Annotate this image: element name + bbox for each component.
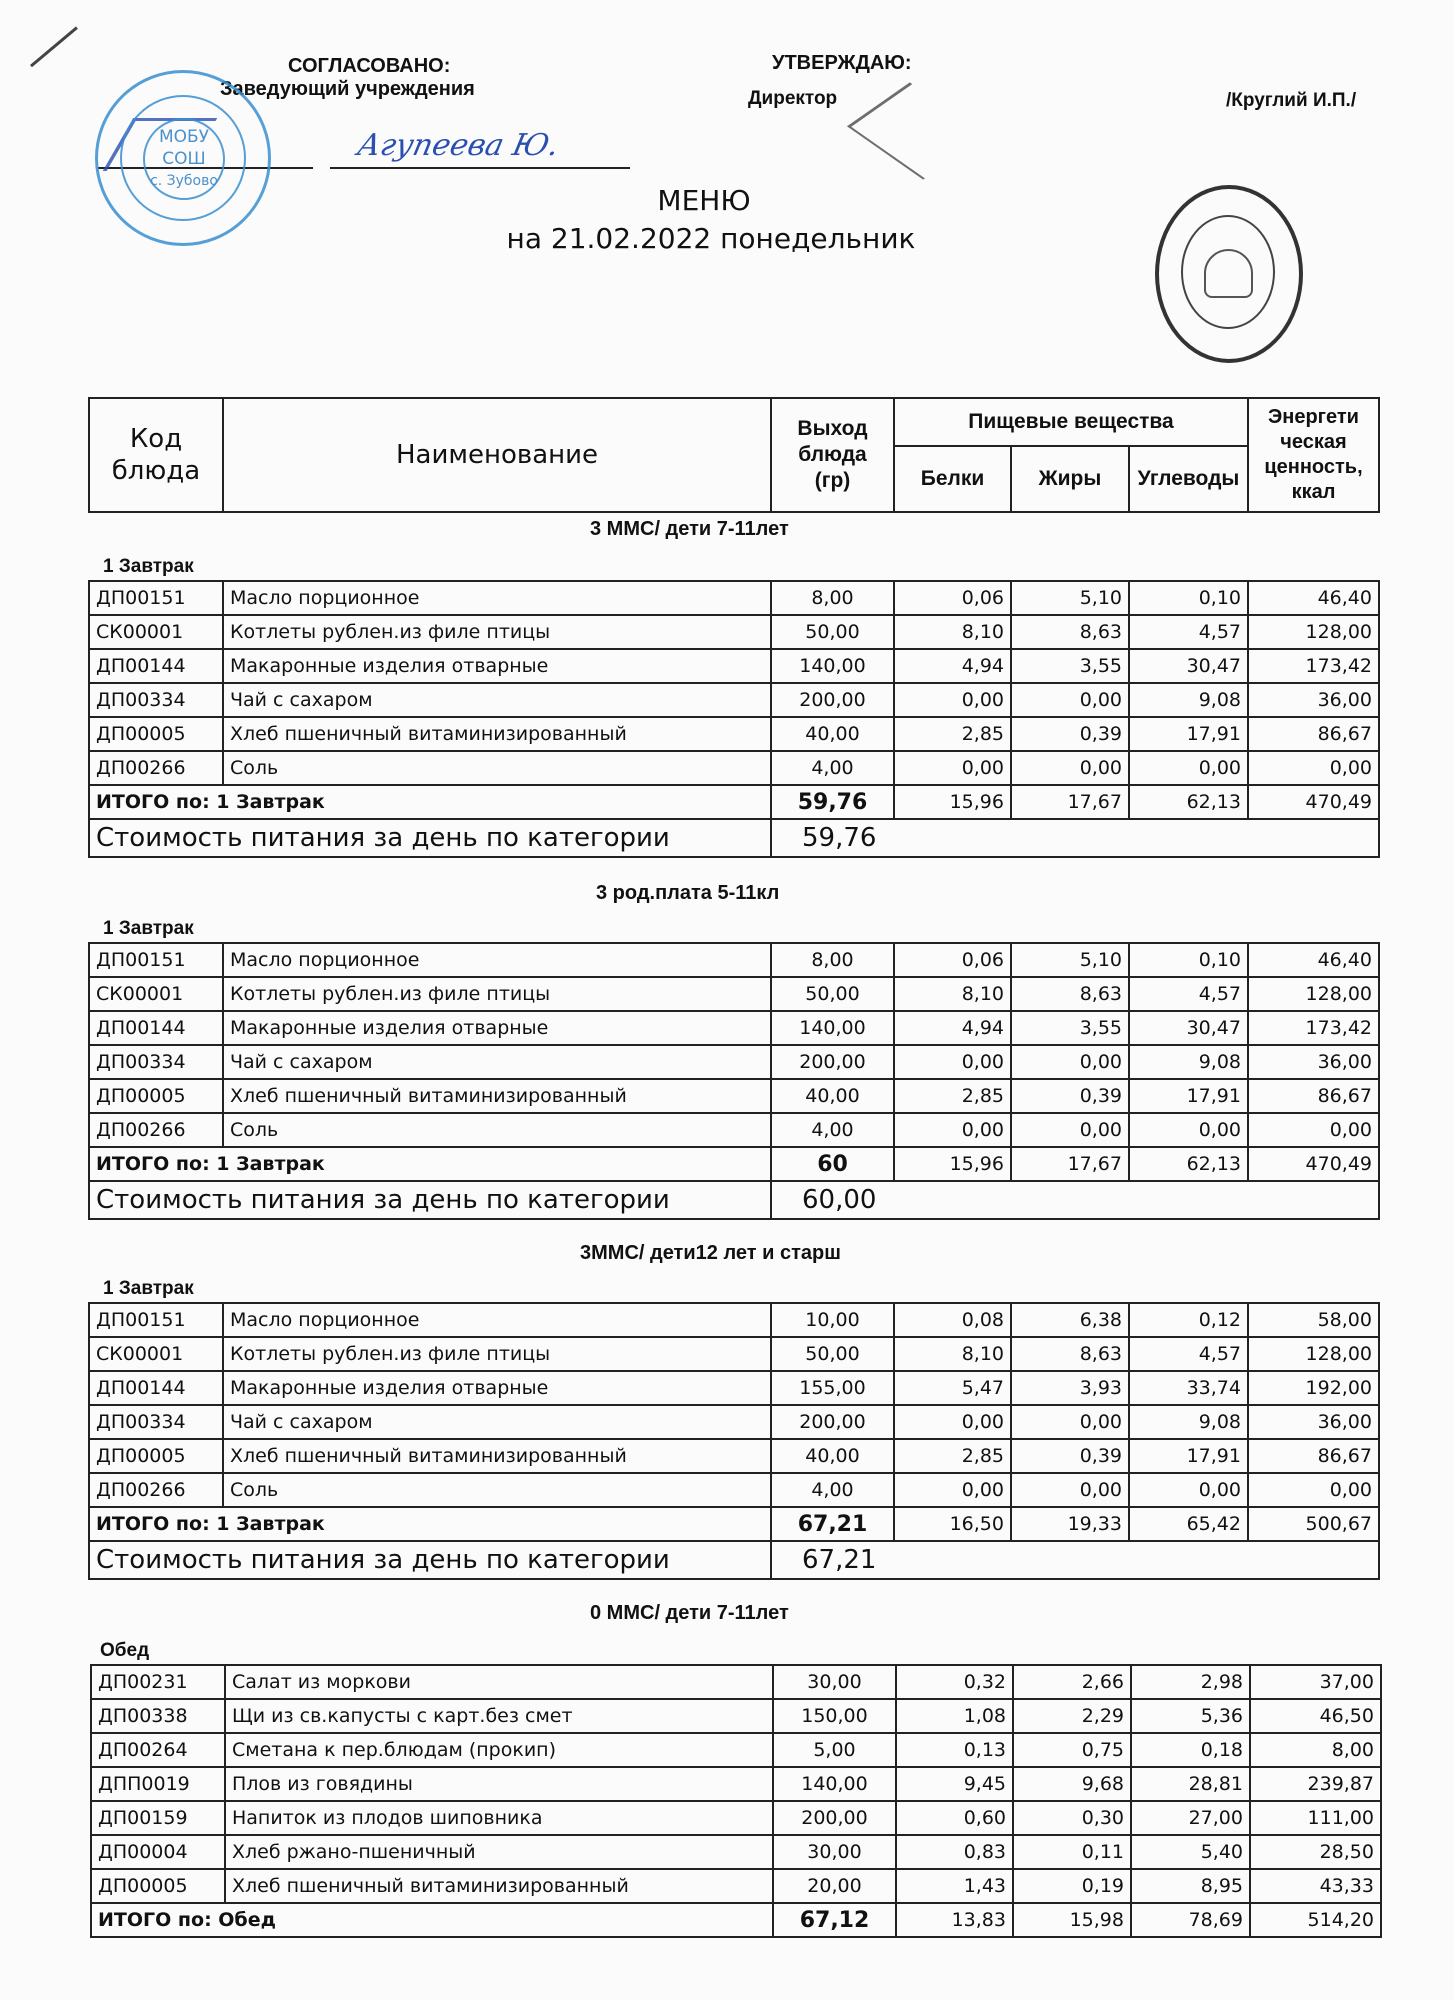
section-rows [91,1665,1381,1937]
section-rows [89,1303,1379,1579]
dish-name: Напиток из плодов шиповника [225,1801,773,1835]
total-protein: 15,96 [894,1147,1011,1181]
section-rows [89,943,1379,1219]
dish-kcal: 36,00 [1248,1045,1379,1079]
dish-carbs: 0,00 [1129,1473,1248,1507]
dish-fat: 2,66 [1013,1665,1131,1699]
dish-output: 140,00 [773,1767,896,1801]
section-title: 3 ММС/ дети 7-11лет [590,518,789,540]
total-row [91,1903,1381,1937]
cost-row [89,1181,1379,1219]
total-row [89,1507,1379,1541]
dish-code: СК00001 [89,615,223,649]
dish-output: 5,00 [773,1733,896,1767]
dish-carbs: 0,00 [1129,1113,1248,1147]
dish-output: 8,00 [771,581,894,615]
section-title: 0 ММС/ дети 7-11лет [590,1602,789,1624]
dish-fat: 0,00 [1011,683,1129,717]
dish-code: ДП00144 [89,649,223,683]
dish-kcal: 0,00 [1248,1473,1379,1507]
total-output: 67,12 [773,1903,896,1937]
col-header-nutrients: Пищевые вещества [894,398,1248,446]
dish-name: Масло порционное [223,943,771,977]
dish-fat: 0,00 [1011,1045,1129,1079]
approved-role: Заведующий учреждения [220,78,475,100]
dish-protein: 0,00 [894,1113,1011,1147]
dish-code: ДП00004 [91,1835,225,1869]
table-row [89,649,1379,683]
dish-code: ДП00264 [91,1733,225,1767]
dish-carbs: 28,81 [1131,1767,1250,1801]
dish-fat: 3,55 [1011,649,1129,683]
dish-fat: 8,63 [1011,615,1129,649]
section-title: 3 род.плата 5-11кл [596,882,780,904]
dish-carbs: 9,08 [1129,1405,1248,1439]
dish-fat: 0,39 [1011,717,1129,751]
coat-of-arms-icon [1204,249,1253,298]
table-row [91,1835,1381,1869]
dish-carbs: 33,74 [1129,1371,1248,1405]
dish-protein: 8,10 [894,977,1011,1011]
dish-kcal: 46,40 [1248,581,1379,615]
table-row [89,1337,1379,1371]
total-carbs: 78,69 [1131,1903,1250,1937]
dish-protein: 0,06 [894,943,1011,977]
total-protein: 15,96 [894,785,1011,819]
total-output: 59,76 [771,785,894,819]
total-label: ИТОГО по: 1 Завтрак [89,1507,771,1541]
dish-kcal: 86,67 [1248,1439,1379,1473]
page-subtitle: на 21.02.2022 понедельник [506,222,916,255]
dish-kcal: 46,50 [1250,1699,1381,1733]
dish-protein: 1,43 [896,1869,1013,1903]
dish-protein: 0,00 [894,1045,1011,1079]
dish-output: 4,00 [771,751,894,785]
dish-protein: 0,83 [896,1835,1013,1869]
dish-carbs: 8,95 [1131,1869,1250,1903]
school-stamp [95,70,271,246]
dish-protein: 1,08 [896,1699,1013,1733]
dish-output: 10,00 [771,1303,894,1337]
dish-name: Хлеб пшеничный витаминизированный [223,1079,771,1113]
dish-fat: 0,00 [1011,751,1129,785]
dish-name: Щи из св.капусты с карт.без смет [225,1699,773,1733]
dish-output: 50,00 [771,615,894,649]
dish-kcal: 37,00 [1250,1665,1381,1699]
dish-name: Чай с сахаром [223,683,771,717]
dish-protein: 9,45 [896,1767,1013,1801]
dish-code: ДП00266 [89,1473,223,1507]
dish-name: Хлеб пшеничный витаминизированный [225,1869,773,1903]
meal-title: 1 Завтрак [103,556,194,577]
dish-name: Соль [223,1473,771,1507]
table-row [89,1011,1379,1045]
dish-fat: 6,38 [1011,1303,1129,1337]
dish-kcal: 128,00 [1248,615,1379,649]
section-table [88,580,1380,858]
dish-name: Масло порционное [223,581,771,615]
dish-fat: 0,19 [1013,1869,1131,1903]
confirm-name: /Круглий И.П./ [1226,90,1357,111]
dish-protein: 4,94 [894,649,1011,683]
dish-output: 200,00 [771,683,894,717]
dish-name: Хлеб пшеничный витаминизированный [223,1439,771,1473]
dish-name: Чай с сахаром [223,1405,771,1439]
dish-carbs: 27,00 [1131,1801,1250,1835]
dish-code: ДП00159 [91,1801,225,1835]
dish-kcal: 36,00 [1248,683,1379,717]
dish-name: Соль [223,751,771,785]
dish-carbs: 0,10 [1129,581,1248,615]
dish-protein: 8,10 [894,615,1011,649]
cost-label: Стоимость питания за день по категории [89,819,771,857]
dish-name: Хлеб пшеничный витаминизированный [223,717,771,751]
dish-code: ДП00334 [89,683,223,717]
dish-carbs: 0,18 [1131,1733,1250,1767]
table-row [89,615,1379,649]
dish-carbs: 4,57 [1129,977,1248,1011]
dish-carbs: 4,57 [1129,615,1248,649]
dish-carbs: 5,40 [1131,1835,1250,1869]
dish-code: ДП00334 [89,1045,223,1079]
cost-row [89,1541,1379,1579]
total-kcal: 470,49 [1248,785,1379,819]
dish-kcal: 8,00 [1250,1733,1381,1767]
col-header-energy [1248,398,1379,512]
dish-protein: 0,00 [894,1473,1011,1507]
dish-fat: 3,55 [1011,1011,1129,1045]
corner-mark [30,26,78,67]
dish-carbs: 9,08 [1129,1045,1248,1079]
approved-label: СОГЛАСОВАНО: [288,55,451,77]
dish-fat: 0,39 [1011,1439,1129,1473]
dish-protein: 0,00 [894,1405,1011,1439]
dish-kcal: 128,00 [1248,1337,1379,1371]
total-kcal: 470,49 [1248,1147,1379,1181]
stamp-line-1: МОБУ [158,127,210,147]
col-header-energy-line4: ккал [1291,481,1336,503]
table-row [89,717,1379,751]
dish-protein: 0,00 [894,751,1011,785]
dish-kcal: 43,33 [1250,1869,1381,1903]
total-label: ИТОГО по: 1 Завтрак [89,785,771,819]
total-fat: 15,98 [1013,1903,1131,1937]
table-row [89,1045,1379,1079]
dish-code: ДП00144 [89,1011,223,1045]
dish-output: 40,00 [771,1439,894,1473]
table-row [89,1079,1379,1113]
table-row [89,1371,1379,1405]
dish-code: ДП00005 [91,1869,225,1903]
dish-output: 50,00 [771,977,894,1011]
dish-name: Макаронные изделия отварные [223,1371,771,1405]
total-row [89,1147,1379,1181]
dish-fat: 8,63 [1011,1337,1129,1371]
dish-kcal: 239,87 [1250,1767,1381,1801]
dish-kcal: 0,00 [1248,1113,1379,1147]
dish-code: ДП00005 [89,1079,223,1113]
page-title: МЕНЮ [657,184,751,217]
section-table [88,942,1380,1220]
dish-fat: 0,30 [1013,1801,1131,1835]
dish-protein: 8,10 [894,1337,1011,1371]
table-row [89,943,1379,977]
dish-code: ДП00151 [89,581,223,615]
approved-signature-line-right [330,167,630,169]
dish-fat: 0,11 [1013,1835,1131,1869]
dish-kcal: 192,00 [1248,1371,1379,1405]
dish-kcal: 173,42 [1248,1011,1379,1045]
approved-signature: Агупеева Ю. [354,128,563,163]
table-row [89,1439,1379,1473]
dish-carbs: 30,47 [1129,649,1248,683]
dish-carbs: 17,91 [1129,1439,1248,1473]
meal-title: 1 Завтрак [103,1278,194,1299]
dish-name: Котлеты рублен.из филе птицы [223,615,771,649]
dish-output: 140,00 [771,1011,894,1045]
dish-output: 30,00 [773,1665,896,1699]
col-header-code-line2: блюда [111,456,201,486]
dish-code: СК00001 [89,977,223,1011]
col-header-energy-line2: ческая [1280,431,1347,453]
dish-name: Хлеб ржано-пшеничный [225,1835,773,1869]
total-fat: 19,33 [1011,1507,1129,1541]
dish-output: 50,00 [771,1337,894,1371]
confirm-label: УТВЕРЖДАЮ: [772,52,912,74]
col-header-fat: Жиры [1011,446,1129,512]
col-header-carbs: Углеводы [1129,446,1248,512]
dish-output: 4,00 [771,1113,894,1147]
dish-fat: 0,00 [1011,1473,1129,1507]
dish-code: ДП00334 [89,1405,223,1439]
dish-code: ДПП0019 [91,1767,225,1801]
table-row [91,1699,1381,1733]
dish-fat: 5,10 [1011,581,1129,615]
table-row [89,683,1379,717]
dish-output: 30,00 [773,1835,896,1869]
dish-fat: 5,10 [1011,943,1129,977]
dish-name: Масло порционное [223,1303,771,1337]
dish-output: 8,00 [771,943,894,977]
dish-kcal: 36,00 [1248,1405,1379,1439]
dish-output: 200,00 [771,1045,894,1079]
dish-carbs: 4,57 [1129,1337,1248,1371]
section-rows [89,581,1379,857]
col-header-name: Наименование [223,398,771,512]
dish-carbs: 17,91 [1129,1079,1248,1113]
dish-protein: 0,08 [894,1303,1011,1337]
cost-value: 60,00 [771,1181,1379,1219]
dish-kcal: 28,50 [1250,1835,1381,1869]
dish-output: 150,00 [773,1699,896,1733]
dish-code: ДП00005 [89,717,223,751]
dish-kcal: 128,00 [1248,977,1379,1011]
table-row [91,1767,1381,1801]
dish-protein: 4,94 [894,1011,1011,1045]
dish-code: ДП00231 [91,1665,225,1699]
dish-kcal: 58,00 [1248,1303,1379,1337]
meal-title: 1 Завтрак [103,918,194,939]
dish-kcal: 111,00 [1250,1801,1381,1835]
dish-name: Сметана к пер.блюдам (прокип) [225,1733,773,1767]
table-row [91,1801,1381,1835]
dish-name: Салат из моркови [225,1665,773,1699]
dish-carbs: 9,08 [1129,683,1248,717]
col-header-energy-line3: ценность, [1264,456,1363,478]
dish-carbs: 30,47 [1129,1011,1248,1045]
stamp-line-2: СОШ [162,149,206,169]
total-fat: 17,67 [1011,1147,1129,1181]
total-output: 67,21 [771,1507,894,1541]
total-label: ИТОГО по: 1 Завтрак [89,1147,771,1181]
dish-name: Макаронные изделия отварные [223,1011,771,1045]
dish-kcal: 0,00 [1248,751,1379,785]
dish-carbs: 5,36 [1131,1699,1250,1733]
dish-code: ДП00338 [91,1699,225,1733]
dish-protein: 0,00 [894,683,1011,717]
dish-protein: 0,13 [896,1733,1013,1767]
dish-output: 40,00 [771,1079,894,1113]
dish-fat: 2,29 [1013,1699,1131,1733]
table-row [89,581,1379,615]
col-header-energy-line1: Энергети [1268,406,1359,428]
dish-code: ДП00266 [89,751,223,785]
total-protein: 13,83 [896,1903,1013,1937]
total-row [89,785,1379,819]
dish-kcal: 86,67 [1248,717,1379,751]
total-fat: 17,67 [1011,785,1129,819]
dish-carbs: 0,10 [1129,943,1248,977]
table-row [91,1665,1381,1699]
dish-fat: 3,93 [1011,1371,1129,1405]
col-header-output-line3: (гр) [814,469,851,492]
total-kcal: 514,20 [1250,1903,1381,1937]
total-carbs: 65,42 [1129,1507,1248,1541]
dish-code: ДП00151 [89,1303,223,1337]
col-header-code [89,398,223,512]
col-header-code-line1: Код [129,424,183,454]
table-row [91,1733,1381,1767]
total-kcal: 500,67 [1248,1507,1379,1541]
dish-output: 20,00 [773,1869,896,1903]
dish-protein: 2,85 [894,1439,1011,1473]
dish-name: Макаронные изделия отварные [223,649,771,683]
table-row [89,751,1379,785]
dish-fat: 0,00 [1011,1405,1129,1439]
dish-code: ДП00151 [89,943,223,977]
dish-code: ДП00005 [89,1439,223,1473]
dish-protein: 5,47 [894,1371,1011,1405]
dish-name: Плов из говядины [225,1767,773,1801]
dish-name: Котлеты рублен.из филе птицы [223,977,771,1011]
section-table [88,1302,1380,1580]
table-row [89,1303,1379,1337]
dish-fat: 0,39 [1011,1079,1129,1113]
dish-protein: 0,32 [896,1665,1013,1699]
total-carbs: 62,13 [1129,785,1248,819]
total-protein: 16,50 [894,1507,1011,1541]
dish-code: ДП00144 [89,1371,223,1405]
cost-value: 67,21 [771,1541,1379,1579]
cost-row [89,819,1379,857]
cost-value: 59,76 [771,819,1379,857]
dish-protein: 2,85 [894,1079,1011,1113]
dish-kcal: 86,67 [1248,1079,1379,1113]
dish-output: 40,00 [771,717,894,751]
dish-output: 4,00 [771,1473,894,1507]
cost-label: Стоимость питания за день по категории [89,1181,771,1219]
dish-output: 155,00 [771,1371,894,1405]
director-signature [847,82,986,179]
meal-title: Обед [100,1640,150,1661]
dish-code: СК00001 [89,1337,223,1371]
dish-name: Котлеты рублен.из филе птицы [223,1337,771,1371]
table-row [89,1473,1379,1507]
total-output: 60 [771,1147,894,1181]
table-row [89,977,1379,1011]
dish-carbs: 2,98 [1131,1665,1250,1699]
table-row [89,1113,1379,1147]
dish-carbs: 0,12 [1129,1303,1248,1337]
col-header-output [771,398,894,512]
dish-protein: 2,85 [894,717,1011,751]
dish-kcal: 173,42 [1248,649,1379,683]
dish-name: Чай с сахаром [223,1045,771,1079]
table-row [91,1869,1381,1903]
dish-protein: 0,06 [894,581,1011,615]
total-carbs: 62,13 [1129,1147,1248,1181]
dish-fat: 9,68 [1013,1767,1131,1801]
dish-fat: 0,00 [1011,1113,1129,1147]
dish-carbs: 17,91 [1129,717,1248,751]
col-header-output-line1: Выход [797,417,868,440]
dish-fat: 8,63 [1011,977,1129,1011]
col-header-protein: Белки [894,446,1011,512]
cost-label: Стоимость питания за день по категории [89,1541,771,1579]
dish-output: 140,00 [771,649,894,683]
dish-output: 200,00 [771,1405,894,1439]
menu-table-header [88,397,1380,513]
confirm-role: Директор [748,88,838,109]
dish-name: Соль [223,1113,771,1147]
dish-kcal: 46,40 [1248,943,1379,977]
table-row [89,1405,1379,1439]
total-label: ИТОГО по: Обед [91,1903,773,1937]
section-table [90,1664,1382,1938]
dish-code: ДП00266 [89,1113,223,1147]
dish-output: 200,00 [773,1801,896,1835]
dish-carbs: 0,00 [1129,751,1248,785]
stamp-line-3: с. Зубово [150,173,218,189]
section-title: 3ММС/ дети12 лет и старш [580,1242,841,1264]
dish-protein: 0,60 [896,1801,1013,1835]
col-header-output-line2: блюда [798,443,867,466]
dish-fat: 0,75 [1013,1733,1131,1767]
